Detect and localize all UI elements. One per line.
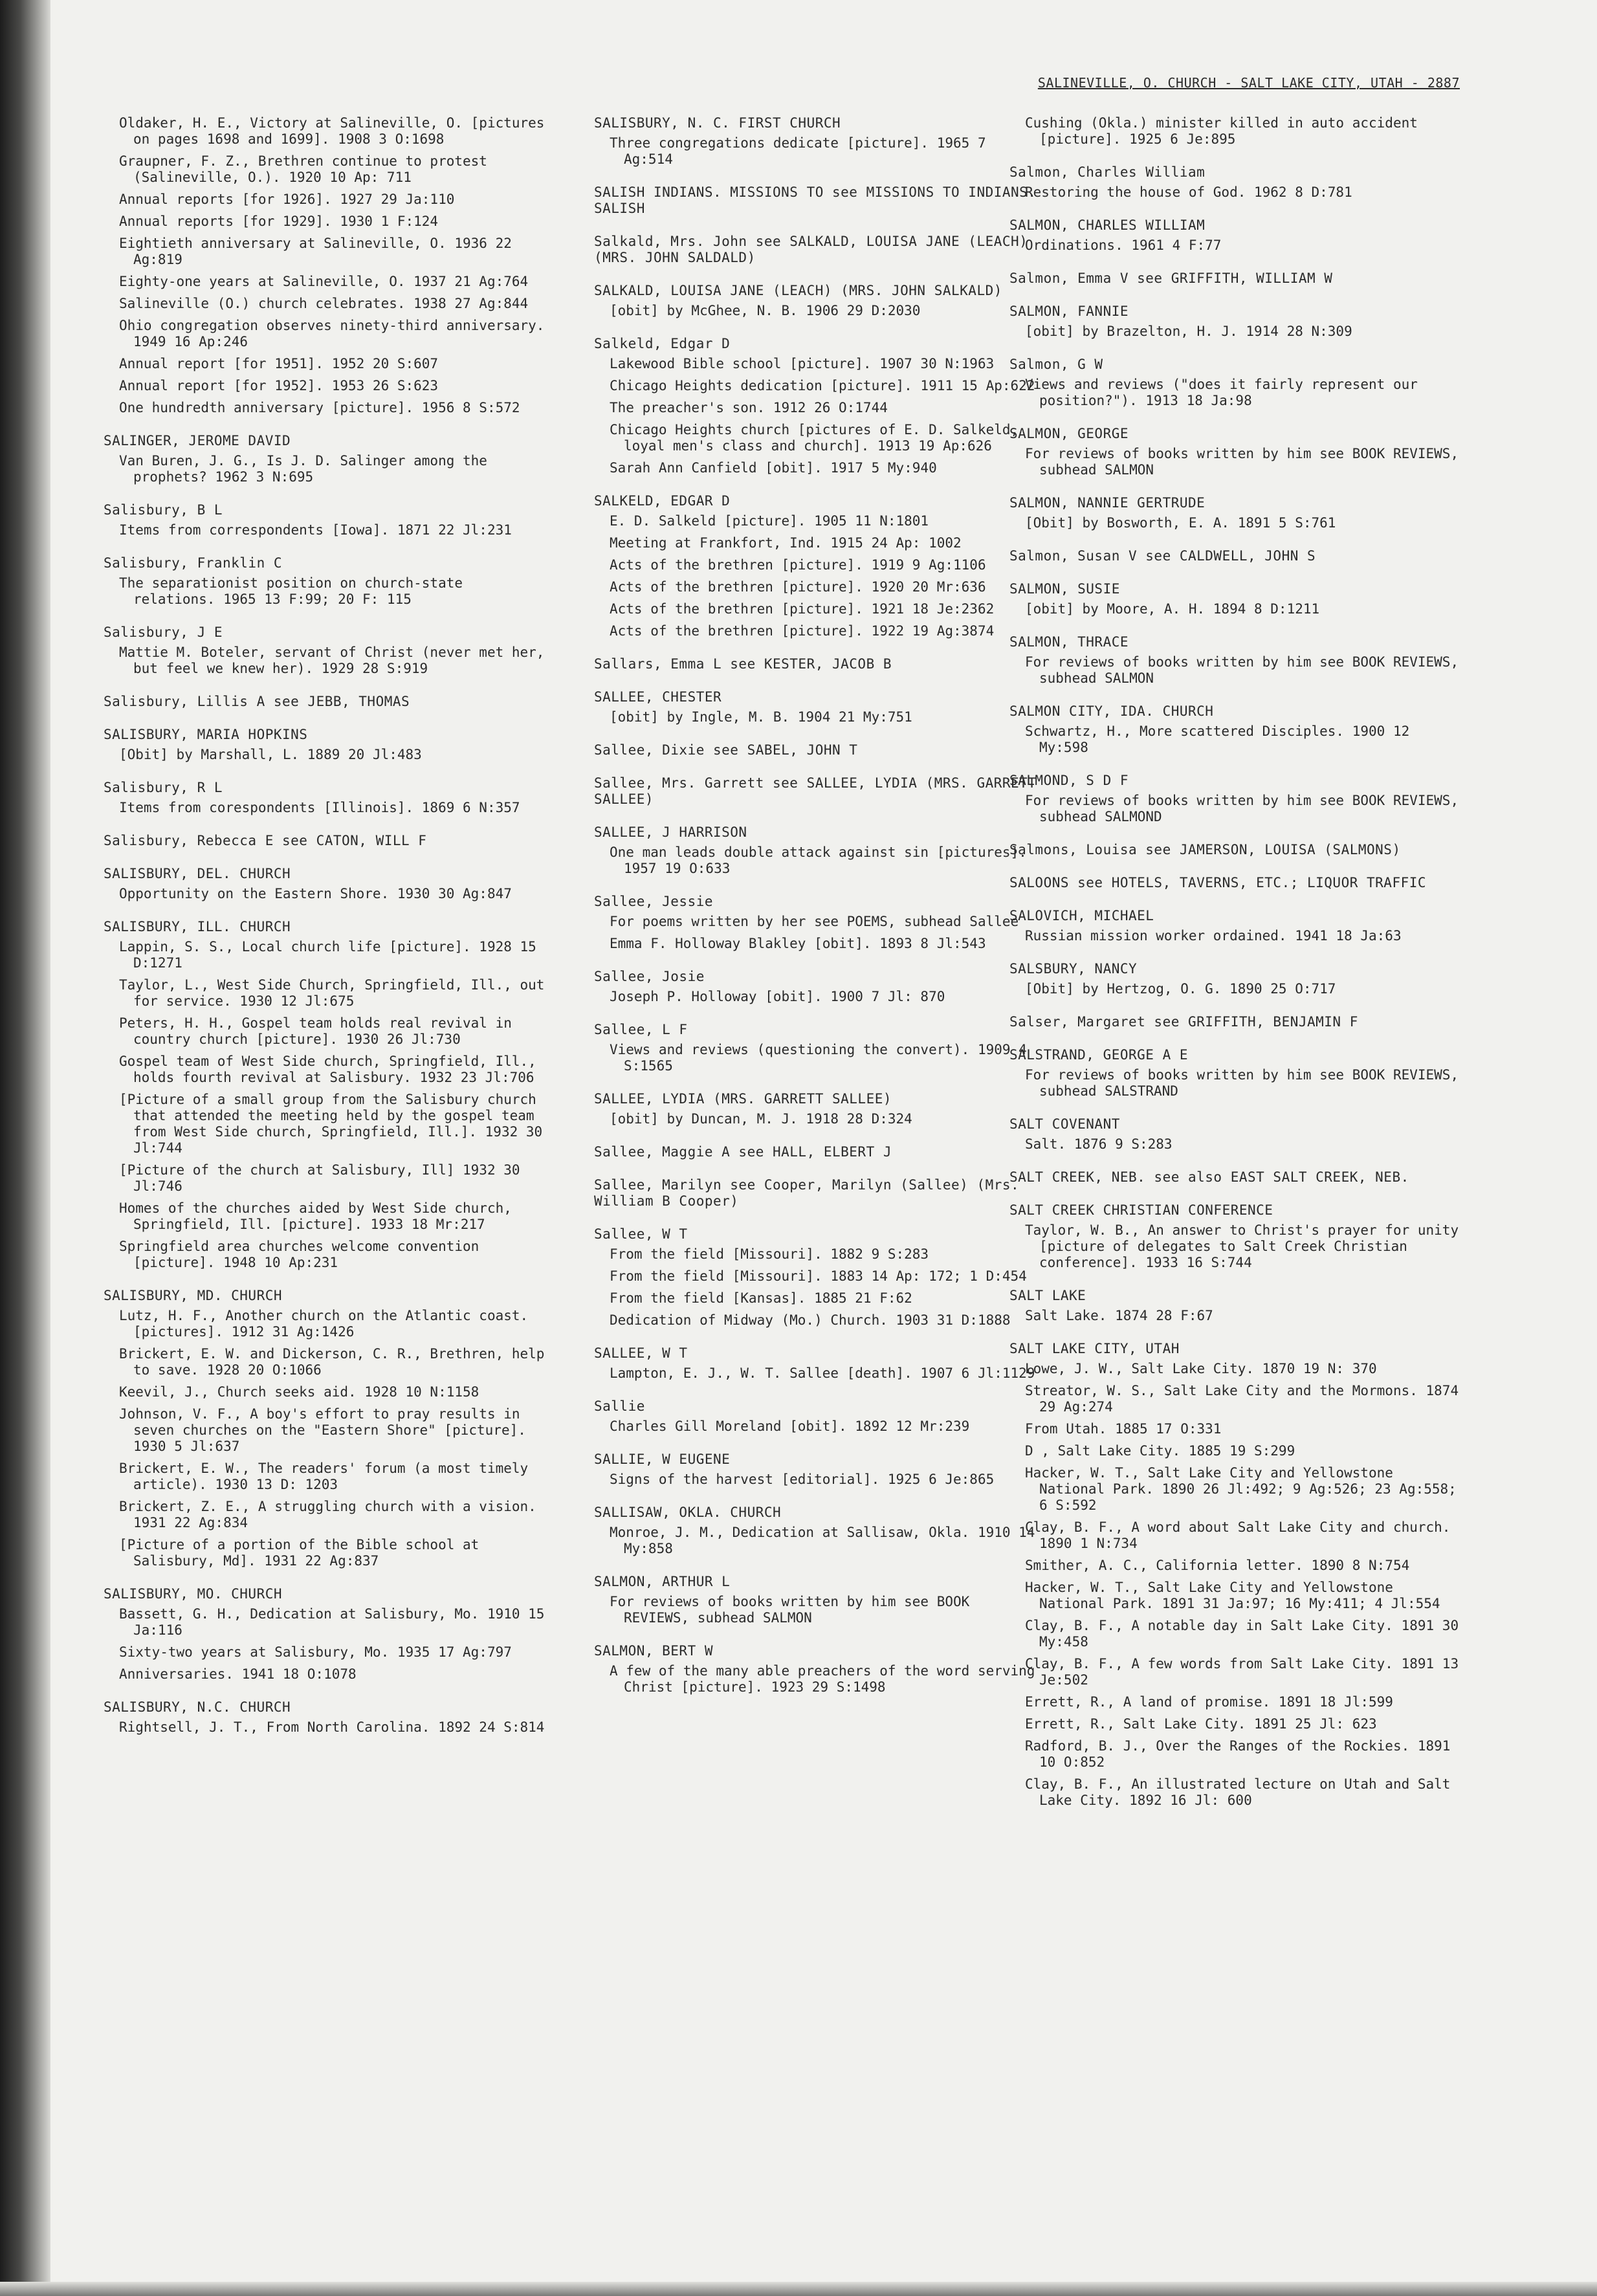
index-entry: The preacher's son. 1912 26 O:1744 — [610, 400, 888, 415]
index-heading: Sallee, W T — [594, 1226, 688, 1242]
index-group — [1009, 548, 1462, 564]
index-entry: Chicago Heights church [pictures of E. D. Salkeld, loyal men's class and church]. 1913 19 Ap:626 — [610, 422, 1019, 454]
index-heading: SALISBURY, ILL. CHURCH — [104, 919, 291, 934]
index-entry: Lappin, S. S., Local church life [picture]. 1928 15 D:1271 — [119, 939, 536, 971]
index-entry: Gospel team of West Side church, Springfield, Ill., holds fourth revival at Salisbury. 1932 23 Jl:706 — [119, 1054, 536, 1085]
index-group — [104, 866, 550, 902]
index-group — [594, 824, 1041, 877]
index-group — [1009, 703, 1462, 756]
index-heading: Salisbury, Rebecca E see CATON, WILL F — [104, 833, 427, 848]
index-group — [104, 780, 550, 816]
index-entry: From the field [Kansas]. 1885 21 F:62 — [610, 1290, 912, 1306]
index-heading: Salkeld, Edgar D — [594, 336, 731, 351]
index-entry: Keevil, J., Church seeks aid. 1928 10 N:1158 — [119, 1384, 479, 1400]
index-heading: SALT CREEK, NEB. see also EAST SALT CREEK, NEB. — [1009, 1169, 1409, 1185]
index-entry: Emma F. Holloway Blakley [obit]. 1893 8 Jl:543 — [610, 936, 986, 951]
index-group — [594, 1452, 1041, 1488]
index-heading: Salmon, Charles William — [1009, 164, 1206, 180]
index-heading: Sallee, Mrs. Garrett see SALLEE, LYDIA (MRS. GARRETT SALLEE) — [594, 775, 1037, 807]
page-bottom-shadow — [0, 2282, 1597, 2296]
index-entry: Peters, H. H., Gospel team holds real revival in country church [picture]. 1930 26 Jl:730 — [119, 1015, 512, 1047]
index-heading: Salisbury, J E — [104, 624, 223, 640]
index-heading: SALMON, SUSIE — [1009, 581, 1120, 597]
index-heading: SALT LAKE CITY, UTAH — [1009, 1341, 1180, 1356]
index-entry: Acts of the brethren [picture]. 1921 18 Je:2362 — [610, 601, 995, 617]
index-heading: Sallee, Marilyn see Cooper, Marilyn (Sallee) (Mrs. William B Cooper) — [594, 1177, 1020, 1209]
index-entry: Salt Lake. 1874 28 F:67 — [1025, 1308, 1213, 1323]
index-entry: Brickert, Z. E., A struggling church with a vision. 1931 22 Ag:834 — [119, 1499, 536, 1530]
index-group — [1009, 961, 1462, 997]
index-heading: Sallee, Dixie see SABEL, JOHN T — [594, 742, 858, 758]
index-heading: SALISH INDIANS. MISSIONS TO see MISSIONS TO INDIANS. SALISH — [594, 184, 1037, 216]
index-group — [594, 969, 1041, 1005]
index-group — [594, 1226, 1041, 1329]
index-heading: Salisbury, Franklin C — [104, 555, 283, 571]
index-group — [1009, 1341, 1462, 1809]
index-entry: Bassett, G. H., Dedication at Salisbury, Mo. 1910 15 Ja:116 — [119, 1606, 545, 1638]
index-group — [594, 656, 1041, 672]
index-group — [1009, 875, 1462, 891]
index-entry: Chicago Heights dedication [picture]. 1911 15 Ap:622 — [610, 378, 1035, 393]
index-group — [1009, 581, 1462, 617]
index-group — [594, 742, 1041, 758]
index-heading: SALMON, NANNIE GERTRUDE — [1009, 495, 1206, 511]
index-heading: Salkald, Mrs. John see SALKALD, LOUISA JANE (LEACH) (MRS. JOHN SALDALD) — [594, 234, 1028, 265]
index-heading: SALOVICH, MICHAEL — [1009, 908, 1154, 923]
index-heading: SALMOND, S D F — [1009, 773, 1129, 788]
index-group — [594, 1144, 1041, 1160]
index-entry: For reviews of books written by him see BOOK REVIEWS, subhead SALMON — [610, 1594, 970, 1626]
index-entry: Joseph P. Holloway [obit]. 1900 7 Jl: 870 — [610, 989, 945, 1004]
index-heading: Sallee, L F — [594, 1022, 688, 1037]
index-entry: Brickert, E. W., The readers' forum (a most timely article). 1930 13 D: 1203 — [119, 1461, 529, 1492]
index-group — [1009, 357, 1462, 409]
index-entry: For reviews of books written by him see BOOK REVIEWS, subhead SALMON — [1025, 446, 1459, 478]
index-group — [104, 727, 550, 763]
index-group — [1009, 1014, 1462, 1030]
index-entry: Smither, A. C., California letter. 1890 8 N:754 — [1025, 1558, 1410, 1573]
index-entry: The separationist position on church-state relations. 1965 13 F:99; 20 F: 115 — [119, 575, 463, 607]
index-entry: Sixty-two years at Salisbury, Mo. 1935 17 Ag:797 — [119, 1644, 512, 1660]
index-heading: SALMON, CHARLES WILLIAM — [1009, 217, 1206, 233]
index-heading: SALISBURY, N. C. FIRST CHURCH — [594, 115, 841, 131]
index-entry: Mattie M. Boteler, servant of Christ (never met her, but feel we knew her). 1929 28 S:919 — [119, 645, 545, 676]
index-entry: Hacker, W. T., Salt Lake City and Yellowstone National Park. 1891 31 Ja:97; 16 My:411; 4 Jl:554 — [1025, 1580, 1440, 1611]
index-entry: Acts of the brethren [picture]. 1922 19 Ag:3874 — [610, 623, 995, 639]
index-group — [104, 624, 550, 677]
index-heading: SALLEE, CHESTER — [594, 689, 722, 705]
index-group — [104, 1288, 550, 1569]
index-entry: D , Salt Lake City. 1885 19 S:299 — [1025, 1443, 1295, 1459]
index-entry: Lowe, J. W., Salt Lake City. 1870 19 N: 370 — [1025, 1361, 1377, 1376]
index-entry: [Picture of a portion of the Bible school at Salisbury, Md]. 1931 22 Ag:837 — [119, 1537, 479, 1569]
index-group — [1009, 1116, 1462, 1153]
index-heading: SALMON, GEORGE — [1009, 426, 1129, 441]
index-entry: One hundredth anniversary [picture]. 1956 8 S:572 — [119, 400, 520, 415]
index-group — [1009, 115, 1462, 148]
index-entry: Eightieth anniversary at Salineville, O. 1936 22 Ag:819 — [119, 236, 512, 267]
index-heading: SALLEE, W T — [594, 1345, 688, 1361]
index-entry: Dedication of Midway (Mo.) Church. 1903 31 D:1888 — [610, 1312, 1011, 1328]
index-entry: Clay, B. F., A notable day in Salt Lake City. 1891 30 My:458 — [1025, 1618, 1459, 1650]
index-heading: SALISBURY, N.C. CHURCH — [104, 1699, 291, 1715]
index-entry: Opportunity on the Eastern Shore. 1930 30 Ag:847 — [119, 886, 512, 901]
index-group — [594, 493, 1041, 639]
running-header: SALINEVILLE, O. CHURCH - SALT LAKE CITY, UTAH - 2887 — [1037, 75, 1460, 91]
index-group — [594, 1022, 1041, 1074]
index-group — [594, 1505, 1041, 1557]
index-group — [104, 502, 550, 538]
index-entry: Springfield area churches welcome convention [picture]. 1948 10 Ap:231 — [119, 1239, 479, 1270]
index-heading: Sallars, Emma L see KESTER, JACOB B — [594, 656, 892, 672]
index-column-3 — [1009, 115, 1462, 1826]
index-group — [104, 919, 550, 1271]
index-entry: From the field [Missouri]. 1883 14 Ap: 172; 1 D:454 — [610, 1268, 1027, 1284]
index-entry: Errett, R., A land of promise. 1891 18 Jl:599 — [1025, 1694, 1393, 1710]
index-heading: Sallee, Maggie A see HALL, ELBERT J — [594, 1144, 892, 1160]
index-heading: SALMON, BERT W — [594, 1643, 714, 1659]
index-entry: [Obit] by Marshall, L. 1889 20 Jl:483 — [119, 747, 422, 762]
index-entry: A few of the many able preachers of the word serving Christ [picture]. 1923 29 S:1498 — [610, 1663, 1035, 1695]
index-entry: Johnson, V. F., A boy's effort to pray results in seven churches on the "Eastern Shore" [picture]. 1930 5 Jl:637 — [119, 1406, 526, 1454]
index-entry: Homes of the churches aided by West Side church, Springfield, Ill. [picture]. 1933 18 Mr:217 — [119, 1200, 512, 1232]
index-entry: Annual reports [for 1926]. 1927 29 Ja:110 — [119, 192, 455, 207]
index-entry: Three congregations dedicate [picture]. 1965 7 Ag:514 — [610, 135, 986, 167]
index-heading: SALT LAKE — [1009, 1288, 1086, 1303]
index-group — [1009, 842, 1462, 858]
index-entry: Cushing (Okla.) minister killed in auto accident [picture]. 1925 6 Je:895 — [1025, 115, 1418, 147]
index-column-2 — [594, 115, 1041, 1712]
index-heading: SALT CREEK CHRISTIAN CONFERENCE — [1009, 1202, 1273, 1218]
index-entry: [Obit] by Bosworth, E. A. 1891 5 S:761 — [1025, 515, 1336, 531]
index-entry: Restoring the house of God. 1962 8 D:781 — [1025, 184, 1352, 200]
index-heading: Sallee, Jessie — [594, 894, 714, 909]
index-group — [594, 234, 1041, 266]
index-group — [594, 1345, 1041, 1382]
index-entry: Brickert, E. W. and Dickerson, C. R., Brethren, help to save. 1928 20 O:1066 — [119, 1346, 545, 1378]
index-heading: Salser, Margaret see GRIFFITH, BENJAMIN F — [1009, 1014, 1358, 1030]
index-entry: From Utah. 1885 17 O:331 — [1025, 1421, 1222, 1437]
index-entry: Clay, B. F., A word about Salt Lake City and church. 1890 1 N:734 — [1025, 1519, 1451, 1551]
index-group — [1009, 164, 1462, 201]
index-group — [1009, 634, 1462, 687]
page-binding-shadow — [0, 0, 50, 2296]
index-entry: [Obit] by Hertzog, O. G. 1890 25 O:717 — [1025, 981, 1336, 997]
index-heading: SALKALD, LOUISA JANE (LEACH) (MRS. JOHN SALKALD) — [594, 283, 1002, 298]
index-entry: Taylor, L., West Side Church, Springfield, Ill., out for service. 1930 12 Jl:675 — [119, 977, 545, 1009]
index-heading: SALISBURY, MO. CHURCH — [104, 1586, 283, 1602]
index-entry: [obit] by Ingle, M. B. 1904 21 My:751 — [610, 709, 912, 725]
index-entry: [Picture of the church at Salisbury, Ill] 1932 30 Jl:746 — [119, 1162, 520, 1194]
index-entry: Anniversaries. 1941 18 O:1078 — [119, 1666, 357, 1682]
index-group — [594, 115, 1041, 168]
index-entry: Acts of the brethren [picture]. 1920 20 Mr:636 — [610, 579, 986, 595]
index-heading: SALMON, FANNIE — [1009, 304, 1129, 319]
index-heading: SALINGER, JEROME DAVID — [104, 433, 291, 448]
index-entry: Russian mission worker ordained. 1941 18 Ja:63 — [1025, 928, 1402, 944]
index-heading: Sallee, Josie — [594, 969, 705, 984]
index-entry: Salineville (O.) church celebrates. 1938 27 Ag:844 — [119, 296, 529, 311]
index-entry: [obit] by Moore, A. H. 1894 8 D:1211 — [1025, 601, 1320, 617]
index-entry: Graupner, F. Z., Brethren continue to protest (Salineville, O.). 1920 10 Ap: 711 — [119, 153, 487, 185]
index-group — [1009, 270, 1462, 287]
index-group — [104, 1699, 550, 1736]
index-entry: Annual report [for 1951]. 1952 20 S:607 — [119, 356, 439, 371]
index-entry: [Picture of a small group from the Salisbury church that attended the meeting held by the gospel team from West Side church, Springfield, Ill.]. 1932 30 Jl:744 — [119, 1092, 543, 1156]
index-entry: Views and reviews (questioning the convert). 1909 4 S:1565 — [610, 1042, 1027, 1074]
index-entry: [obit] by McGhee, N. B. 1906 29 D:2030 — [610, 303, 921, 318]
index-group — [594, 1643, 1041, 1695]
index-entry: Lutz, H. F., Another church on the Atlantic coast. [pictures]. 1912 31 Ag:1426 — [119, 1308, 529, 1340]
index-entry: Hacker, W. T., Salt Lake City and Yellowstone National Park. 1890 26 Jl:492; 9 Ag:526; 23 Ag:558; 6 S:592 — [1025, 1465, 1457, 1513]
index-heading: Salisbury, Lillis A see JEBB, THOMAS — [104, 694, 410, 709]
index-group — [594, 775, 1041, 808]
index-entry: Errett, R., Salt Lake City. 1891 25 Jl: 623 — [1025, 1716, 1377, 1732]
index-heading: Salmons, Louisa see JAMERSON, LOUISA (SALMONS) — [1009, 842, 1401, 857]
index-entry: Ohio congregation observes ninety-third anniversary. 1949 16 Ap:246 — [119, 318, 545, 349]
index-entry: Rightsell, J. T., From North Carolina. 1892 24 S:814 — [119, 1719, 545, 1735]
index-heading: SALSTRAND, GEORGE A E — [1009, 1047, 1189, 1063]
index-heading: SALOONS see HOTELS, TAVERNS, ETC.; LIQUOR TRAFFIC — [1009, 875, 1427, 890]
index-entry: For reviews of books written by him see BOOK REVIEWS, subhead SALMOND — [1025, 793, 1459, 824]
index-column-1 — [104, 115, 550, 1752]
index-entry: Sarah Ann Canfield [obit]. 1917 5 My:940 — [610, 460, 937, 476]
index-group — [104, 115, 550, 416]
index-heading: SALSBURY, NANCY — [1009, 961, 1138, 977]
index-entry: Ordinations. 1961 4 F:77 — [1025, 237, 1222, 253]
index-entry: Items from correspondents [Iowa]. 1871 22 Jl:231 — [119, 522, 512, 538]
index-heading: SALMON CITY, IDA. CHURCH — [1009, 703, 1214, 719]
index-entry: Lakewood Bible school [picture]. 1907 30 N:1963 — [610, 356, 995, 371]
index-group — [1009, 1047, 1462, 1099]
index-group — [1009, 217, 1462, 254]
index-heading: Sallie — [594, 1398, 645, 1414]
index-entry: From the field [Missouri]. 1882 9 S:283 — [610, 1246, 929, 1262]
index-group — [1009, 426, 1462, 478]
index-group — [594, 689, 1041, 725]
index-entry: For reviews of books written by him see BOOK REVIEWS, subhead SALSTRAND — [1025, 1067, 1459, 1099]
index-group — [104, 433, 550, 485]
index-heading: SALISBURY, MD. CHURCH — [104, 1288, 283, 1303]
index-group — [1009, 908, 1462, 944]
index-group — [1009, 1169, 1462, 1186]
index-entry: Charles Gill Moreland [obit]. 1892 12 Mr:239 — [610, 1418, 970, 1434]
index-heading: SALKELD, EDGAR D — [594, 493, 731, 509]
index-entry: Radford, B. J., Over the Ranges of the Rockies. 1891 10 O:852 — [1025, 1738, 1451, 1770]
index-heading: SALMON, ARTHUR L — [594, 1574, 731, 1589]
index-group — [104, 694, 550, 710]
index-entry: Monroe, J. M., Dedication at Sallisaw, Okla. 1910 14 My:858 — [610, 1525, 1035, 1556]
index-entry: Lampton, E. J., W. T. Sallee [death]. 1907 6 Jl:1129 — [610, 1365, 1035, 1381]
index-entry: Acts of the brethren [picture]. 1919 9 Ag:1106 — [610, 557, 986, 573]
index-heading: Salmon, Emma V see GRIFFITH, WILLIAM W — [1009, 270, 1333, 286]
index-heading: SALLEE, LYDIA (MRS. GARRETT SALLEE) — [594, 1091, 892, 1107]
index-entry: Meeting at Frankfort, Ind. 1915 24 Ap: 1002 — [610, 535, 962, 551]
index-entry: Annual report [for 1952]. 1953 26 S:623 — [119, 378, 439, 393]
index-heading: Salisbury, B L — [104, 502, 223, 518]
index-entry: E. D. Salkeld [picture]. 1905 11 N:1801 — [610, 513, 929, 529]
index-heading: SALISBURY, MARIA HOPKINS — [104, 727, 308, 742]
index-group — [1009, 495, 1462, 531]
index-entry: Annual reports [for 1929]. 1930 1 F:124 — [119, 214, 439, 229]
index-group — [594, 283, 1041, 319]
index-group — [594, 1398, 1041, 1435]
index-group — [594, 894, 1041, 952]
index-group — [594, 336, 1041, 476]
index-entry: Streator, W. S., Salt Lake City and the Mormons. 1874 29 Ag:274 — [1025, 1383, 1459, 1415]
index-heading: SALISBURY, DEL. CHURCH — [104, 866, 291, 881]
index-group — [104, 555, 550, 608]
index-group — [594, 1574, 1041, 1626]
index-heading: Salmon, Susan V see CALDWELL, JOHN S — [1009, 548, 1316, 564]
index-group — [104, 1586, 550, 1683]
index-entry: Clay, B. F., A few words from Salt Lake City. 1891 13 Je:502 — [1025, 1656, 1459, 1688]
index-entry: Taylor, W. B., An answer to Christ's prayer for unity [picture of delegates to Salt Creek Christian conference]. 1933 16 S:744 — [1025, 1222, 1459, 1270]
index-entry: Signs of the harvest [editorial]. 1925 6 Je:865 — [610, 1472, 995, 1487]
index-heading: SALLISAW, OKLA. CHURCH — [594, 1505, 782, 1520]
index-entry: Eighty-one years at Salineville, O. 1937 21 Ag:764 — [119, 274, 529, 289]
index-entry: Schwartz, H., More scattered Disciples. 1900 12 My:598 — [1025, 723, 1410, 755]
index-group — [594, 184, 1041, 217]
index-heading: SALMON, THRACE — [1009, 634, 1129, 650]
index-heading: Salmon, G W — [1009, 357, 1103, 372]
index-heading: SALLEE, J HARRISON — [594, 824, 747, 840]
index-group — [1009, 1288, 1462, 1324]
index-group — [1009, 304, 1462, 340]
index-entry: One man leads double attack against sin [pictures]. 1957 19 O:633 — [610, 844, 1027, 876]
index-heading: SALLIE, W EUGENE — [594, 1452, 731, 1467]
index-entry: For poems written by her see POEMS, subhead Sallee — [610, 914, 1019, 929]
index-heading: SALT COVENANT — [1009, 1116, 1120, 1132]
index-entry: [obit] by Duncan, M. J. 1918 28 D:324 — [610, 1111, 912, 1127]
index-entry: Items from corespondents [Illinois]. 1869 6 N:357 — [119, 800, 520, 815]
index-group — [1009, 1202, 1462, 1271]
index-entry: Salt. 1876 9 S:283 — [1025, 1136, 1173, 1152]
index-entry: For reviews of books written by him see BOOK REVIEWS, subhead SALMON — [1025, 654, 1459, 686]
index-entry: Views and reviews ("does it fairly represent our position?"). 1913 18 Ja:98 — [1025, 377, 1418, 408]
index-group — [104, 833, 550, 849]
index-entry: Clay, B. F., An illustrated lecture on Utah and Salt Lake City. 1892 16 Jl: 600 — [1025, 1776, 1451, 1808]
index-entry: Oldaker, H. E., Victory at Salineville, O. [pictures on pages 1698 and 1699]. 1908 3 O:1698 — [119, 115, 545, 147]
index-group — [594, 1177, 1041, 1209]
index-group — [1009, 773, 1462, 825]
index-entry: Van Buren, J. G., Is J. D. Salinger among the prophets? 1962 3 N:695 — [119, 453, 487, 485]
index-heading: Salisbury, R L — [104, 780, 223, 795]
index-group — [594, 1091, 1041, 1127]
index-entry: [obit] by Brazelton, H. J. 1914 28 N:309 — [1025, 324, 1352, 339]
